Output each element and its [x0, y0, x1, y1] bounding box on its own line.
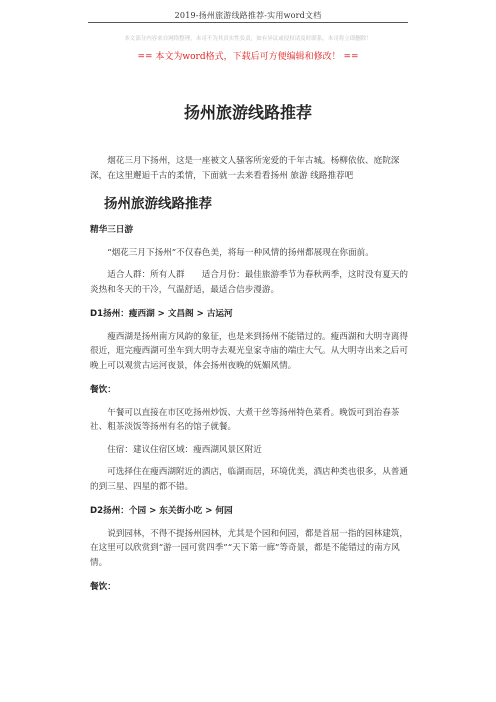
word-format-notice: == 本文为word格式，下载后可方便编辑和修改！ ==	[137, 52, 359, 62]
subheading-three-day-tour: 精华三日游	[90, 225, 133, 235]
meal-heading-2: 餐饮：	[90, 582, 116, 592]
document-title: 扬州旅游线路推荐	[183, 103, 312, 122]
paragraph-day1: 瘦西湖是扬州南方风韵的象征，也是来到扬州不能错过的。瘦西湖和大明寺离得很近，逛完瘦西湖可坐车到大明寺去观光皇家寺庙的端庄大气。从大明寺出来之后可晚上可以观赏古运河夜景，体会扬州夜晚的妩媚风情。	[90, 331, 408, 371]
section-heading: 扬州旅游线路推荐	[104, 196, 212, 212]
day2-heading: D2扬州：个园 > 东关街小吃 > 何园	[90, 506, 233, 516]
paragraph-audience: 适合人群：所有人群 适合月份：最佳旅游季节为春秋两季，这时没有夏天的炎热和冬天的干冷，气温舒适，最适合信步漫游。	[90, 270, 408, 295]
day1-heading: D1扬州：瘦西湖 > 文昌阁 > 古运河	[90, 309, 233, 319]
paragraph-lodging: 住宿：建议住宿区域：瘦西湖风景区附近	[107, 444, 262, 455]
meal-heading-1: 餐饮：	[90, 385, 116, 395]
paragraph-tagline: “烟花三月下扬州”不仅春色美，将每一种风情的扬州都展现在你面前。	[107, 247, 374, 258]
document-body	[90, 154, 408, 595]
paragraph-hotels: 可选择住在瘦西湖附近的酒店，临湖而居，环境优美，酒店种类也很多，从普通的到三星、四星的都不错。	[90, 467, 408, 492]
intro-paragraph: 烟花三月下扬州，这是一座被文人骚客所宠爱的千年古城。杨柳依依、庭院深深，在这里邂逅千古的柔情，下面就一去来看看扬州 旅游 线路推荐吧	[90, 156, 400, 181]
paragraph-meals: 午餐可以直接在市区吃扬州炒饭、大煮干丝等扬州特色菜肴。晚饭可到治春茶社、粗茶淡饭等扬州有名的馆子就餐。	[90, 407, 400, 432]
disclaimer-text: 本文部分内容来自网络整理，本司不为其真实性负责，如有异议或侵权请及时联系，本司将立即删除！	[124, 36, 372, 42]
header-divider	[88, 22, 408, 23]
page-header-title: 2019-扬州旅游线路推荐-实用word文档	[174, 11, 322, 20]
paragraph-day2: 说到园林，不得不提扬州园林，尤其是个园和何园，都是首屈一指的园林建筑，在这里可以欣赏到“游一园可赏四季”“天下第一廊”等奇景，都是不能错过的南方风情。	[90, 528, 408, 568]
